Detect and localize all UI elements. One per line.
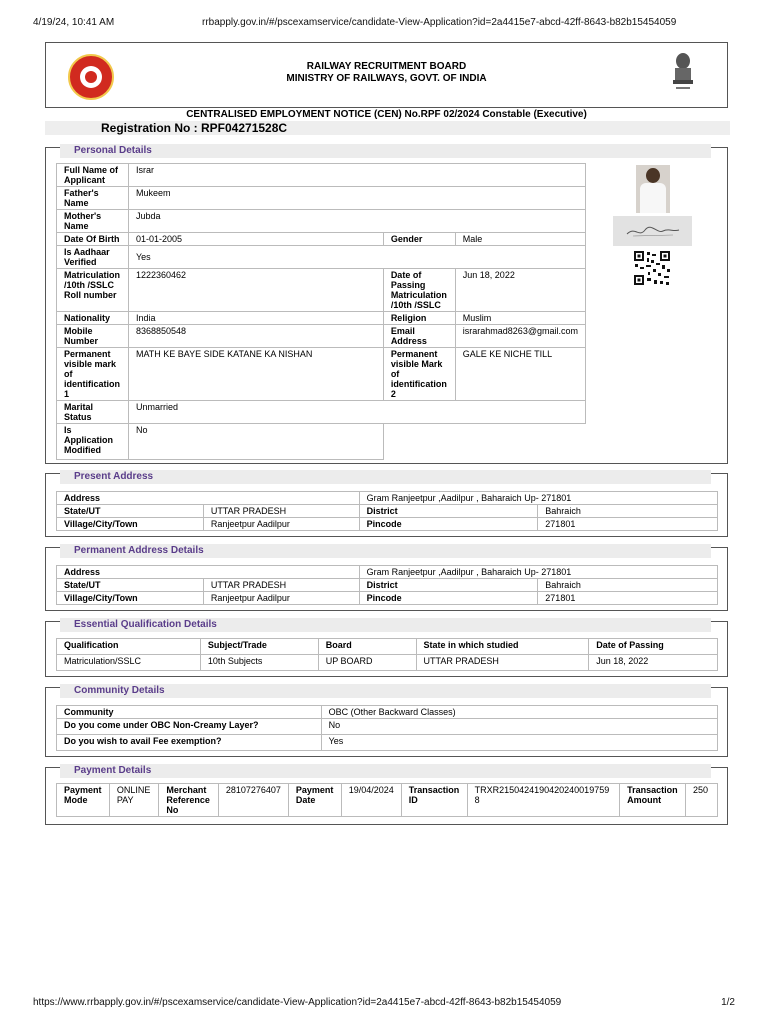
- cen-title: CENTRALISED EMPLOYMENT NOTICE (CEN) No.RPF 02/2024 Constable (Executive): [186, 109, 587, 120]
- mother-name-value: Jubda: [128, 210, 585, 233]
- transaction-amount-value: 250: [685, 784, 717, 817]
- label: Nationality: [57, 312, 129, 325]
- column-header: Subject/Trade: [200, 639, 318, 655]
- footer-page-number: 1/2: [721, 997, 735, 1008]
- permanent-address-table: [56, 565, 718, 605]
- payment-date-value: 19/04/2024: [341, 784, 401, 817]
- label: Is Application Modified: [57, 424, 129, 460]
- mobile-value: 8368850548: [128, 325, 383, 348]
- permanent-address-value: Gram Ranjeetpur ,Aadilpur , Baharaich Up- 271801: [359, 566, 717, 579]
- label: Full Name of Applicant: [57, 164, 129, 187]
- section-title: Community Details: [74, 685, 165, 696]
- label: Do you wish to avail Fee exemption?: [57, 735, 322, 751]
- applicant-photo: [636, 165, 670, 213]
- label: Transaction ID: [401, 784, 467, 817]
- label: Matriculation /10th /SSLC Roll number: [57, 269, 129, 312]
- label: Village/City/Town: [57, 518, 204, 531]
- merchant-ref-value: 28107276407: [218, 784, 288, 817]
- label: State/UT: [57, 505, 204, 518]
- permanent-village-value: Ranjeetpur Aadilpur: [203, 592, 359, 605]
- column-header: Board: [318, 639, 416, 655]
- noncreamy-value: No: [321, 719, 717, 735]
- permanent-district-value: Bahraich: [538, 579, 718, 592]
- column-header: Date of Passing: [589, 639, 718, 655]
- label: Religion: [383, 312, 455, 325]
- section-title: Payment Details: [74, 765, 152, 776]
- label: Village/City/Town: [57, 592, 204, 605]
- label: Mother's Name: [57, 210, 129, 233]
- qualification-table: [56, 638, 718, 671]
- present-address-value: Gram Ranjeetpur ,Aadilpur , Baharaich Up- 271801: [359, 492, 717, 505]
- email-value: israrahmad8263@gmail.com: [455, 325, 585, 348]
- dob-value: 01-01-2005: [128, 233, 383, 246]
- label: District: [359, 579, 538, 592]
- empty-cell: [383, 424, 585, 460]
- transaction-id-value: TRXR2150424190420240019759​8: [467, 784, 620, 817]
- label: Merchant Reference No: [159, 784, 219, 817]
- matric-date-value: Jun 18, 2022: [455, 269, 585, 312]
- label: Gender: [383, 233, 455, 246]
- mark1-value: MATH KE BAYE SIDE KATANE KA NISHAN: [128, 348, 383, 401]
- religion-value: Muslim: [455, 312, 585, 325]
- table-cell: Jun 18, 2022: [589, 655, 718, 671]
- label: Pincode: [359, 518, 538, 531]
- permanent-state-value: UTTAR PRADESH: [203, 579, 359, 592]
- label: Date of Passing Matriculation /10th /SSLC: [383, 269, 455, 312]
- label: Payment Mode: [57, 784, 110, 817]
- label: Transaction Amount: [620, 784, 686, 817]
- ministry-name: MINISTRY OF RAILWAYS, GOVT. OF INDIA: [286, 73, 487, 84]
- label: Payment Date: [288, 784, 341, 817]
- mark2-value: GALE KE NICHE TILL: [455, 348, 585, 401]
- label: Email Address: [383, 325, 455, 348]
- gender-value: Male: [455, 233, 585, 246]
- nationality-value: India: [128, 312, 383, 325]
- label: Address: [57, 566, 360, 579]
- present-address-table: [56, 491, 718, 531]
- footer-url: https://www.rrbapply.gov.in/#/pscexamservice/candidate-View-Application?id=2a4415e7-abcd-42ff-8643-b82b15454059: [33, 997, 562, 1008]
- label: Permanent visible mark of identification 1: [57, 348, 129, 401]
- matric-roll-value: 1222360462: [128, 269, 383, 312]
- label: Mobile Number: [57, 325, 129, 348]
- section-title: Present Address: [74, 471, 154, 482]
- applicant-signature: [613, 216, 692, 246]
- present-district-value: Bahraich: [538, 505, 718, 518]
- label: Is Aadhaar Verified: [57, 246, 129, 269]
- payment-table: [56, 783, 718, 817]
- column-header: State in which studied: [416, 639, 589, 655]
- modified-value: No: [128, 424, 383, 460]
- marital-value: Unmarried: [128, 401, 585, 424]
- father-name-value: Mukeem: [128, 187, 585, 210]
- present-pincode-value: 271801: [538, 518, 718, 531]
- national-emblem-icon: [671, 51, 695, 99]
- present-state-value: UTTAR PRADESH: [203, 505, 359, 518]
- table-cell: Matriculation/SSLC: [57, 655, 201, 671]
- table-cell: 10th Subjects: [200, 655, 318, 671]
- permanent-pincode-value: 271801: [538, 592, 718, 605]
- fee-exemption-value: Yes: [321, 735, 717, 751]
- label: Father's Name: [57, 187, 129, 210]
- print-date: 4/19/24, 10:41 AM: [33, 17, 115, 28]
- section-title: Personal Details: [74, 145, 152, 156]
- registration-bar: [45, 121, 730, 135]
- org-name: RAILWAY RECRUITMENT BOARD: [306, 61, 467, 72]
- label: State/UT: [57, 579, 204, 592]
- full-name-value: Israr: [128, 164, 585, 187]
- label: District: [359, 505, 538, 518]
- label: Permanent visible Mark of identification 2: [383, 348, 455, 401]
- registration-number: Registration No : RPF04271528C: [101, 121, 288, 135]
- label: Do you come under OBC Non-Creamy Layer?: [57, 719, 322, 735]
- label: Address: [57, 492, 360, 505]
- section-title: Permanent Address Details: [74, 545, 204, 556]
- org-header: [45, 42, 728, 108]
- column-header: Qualification: [57, 639, 201, 655]
- personal-details-table: [56, 163, 586, 460]
- table-cell: UTTAR PRADESH: [416, 655, 589, 671]
- aadhaar-value: Yes: [128, 246, 585, 269]
- label: Marital Status: [57, 401, 129, 424]
- payment-mode-value: ONLINE PAY: [109, 784, 159, 817]
- community-table: [56, 705, 718, 751]
- community-value: OBC (Other Backward Classes): [321, 706, 717, 719]
- qr-code-icon: [633, 250, 671, 286]
- section-title: Essential Qualification Details: [74, 619, 217, 630]
- table-cell: UP BOARD: [318, 655, 416, 671]
- print-url: rrbapply.gov.in/#/pscexamservice/candidate-View-Application?id=2a4415e7-abcd-42ff-8643-b82b15454059: [202, 17, 677, 28]
- present-village-value: Ranjeetpur Aadilpur: [203, 518, 359, 531]
- label: Community: [57, 706, 322, 719]
- label: Date Of Birth: [57, 233, 129, 246]
- label: Pincode: [359, 592, 538, 605]
